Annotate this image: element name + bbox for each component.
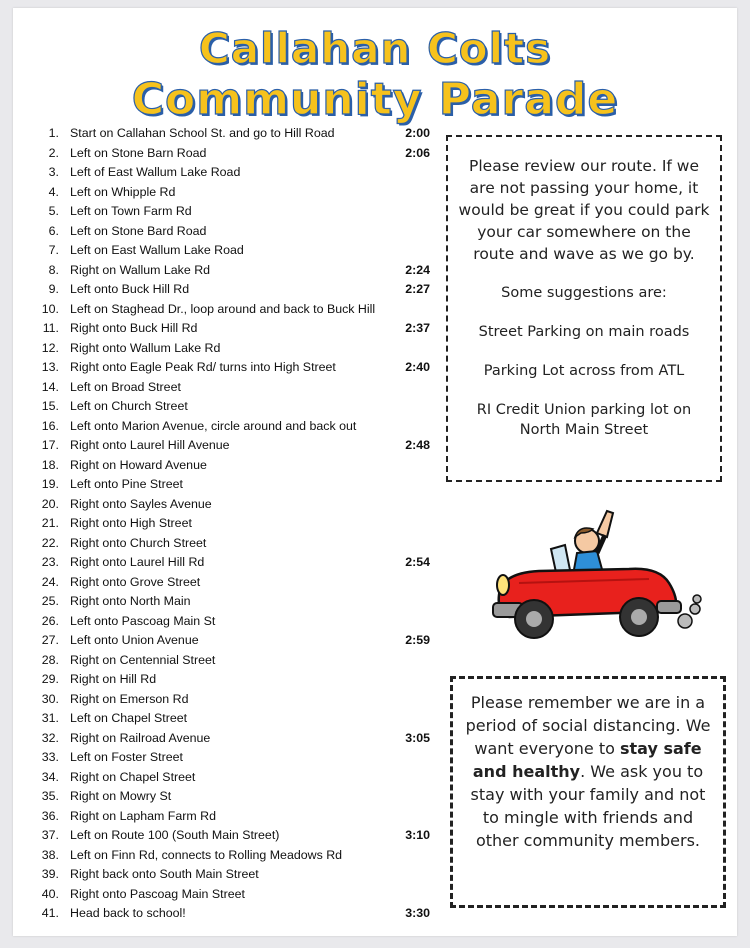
- step-number: 16.: [41, 418, 59, 433]
- route-step: [33, 124, 453, 144]
- route-step: [33, 456, 453, 476]
- step-number: 32.: [41, 730, 59, 745]
- step-text: Right on Chapel Street: [70, 769, 196, 784]
- route-step: [33, 280, 453, 300]
- step-text: Right on Wallum Lake Rd: [70, 262, 211, 277]
- route-step: [33, 475, 453, 495]
- review-intro: Please review our route. If we are not passing your home, it would be great if you could park your car somewhere on the route and wave as we go by.: [458, 157, 710, 263]
- step-number: 19.: [41, 477, 59, 491]
- step-number: 24.: [41, 574, 59, 589]
- step-text: Left on East Wallum Lake Road: [70, 243, 244, 257]
- suggestion-item: Parking Lot across from ATL: [483, 363, 685, 379]
- step-number: 14.: [41, 379, 59, 394]
- step-number: 27.: [41, 633, 59, 647]
- step-text: Start on Callahan School St. and go to Hill Road: [70, 126, 335, 140]
- step-text: Left on Stone Barn Road: [70, 145, 207, 160]
- review-route-box: [446, 135, 722, 482]
- step-number: 26.: [41, 613, 59, 628]
- route-step: [33, 729, 453, 749]
- distancing-emphasis: stay safe and healthy: [472, 739, 702, 781]
- step-number: 34.: [41, 769, 59, 784]
- step-text: Left on Church Street: [70, 399, 188, 413]
- step-number: 37.: [41, 828, 59, 842]
- step-number: 2.: [48, 145, 59, 160]
- step-text: Left onto Buck Hill Rd: [70, 282, 190, 296]
- step-text: Left onto Pascoag Main St: [70, 613, 216, 628]
- step-text: Left onto Marion Avenue, circle around and back out: [70, 418, 357, 433]
- step-time: 2:00: [405, 126, 430, 140]
- route-step: [33, 163, 453, 183]
- step-text: Left on Chapel Street: [70, 711, 188, 725]
- step-text: Left of East Wallum Lake Road: [70, 165, 241, 179]
- step-number: 23.: [41, 555, 59, 569]
- step-number: 5.: [48, 204, 59, 218]
- step-text: Left on Whipple Rd: [70, 184, 176, 199]
- route-step: [33, 748, 453, 768]
- step-number: 7.: [48, 243, 59, 257]
- route-step: [33, 261, 453, 281]
- route-step: [33, 417, 453, 437]
- step-number: 35.: [41, 789, 59, 803]
- route-step: [33, 378, 453, 398]
- route-step: [33, 222, 453, 242]
- distancing-text-2: . We ask you to stay with your family and not to mingle with friends and other community members.: [470, 762, 706, 850]
- step-number: 40.: [41, 886, 59, 901]
- step-text: Right on Emerson Rd: [70, 691, 189, 706]
- flyer-page: [13, 8, 737, 936]
- route-step: [33, 651, 453, 671]
- suggestion-item: RI Credit Union parking lot on North Main Street: [476, 402, 692, 438]
- route-step: [33, 358, 453, 378]
- route-step: [33, 690, 453, 710]
- step-time: 2:27: [405, 282, 430, 296]
- route-step: [33, 319, 453, 339]
- route-step: [33, 241, 453, 261]
- car-illustration: [479, 503, 709, 653]
- step-number: 3.: [48, 165, 59, 179]
- route-step: [33, 339, 453, 359]
- step-time: 3:05: [405, 730, 430, 745]
- route-step: [33, 436, 453, 456]
- step-text: Right onto Eagle Peak Rd/ turns into High Street: [70, 360, 336, 374]
- step-number: 15.: [41, 399, 59, 413]
- step-text: Left onto Pine Street: [70, 477, 183, 491]
- route-step: [33, 397, 453, 417]
- step-text: Left on Stone Bard Road: [70, 223, 207, 238]
- step-time: 2:48: [405, 438, 430, 452]
- step-time: 2:40: [405, 360, 430, 374]
- route-step: [33, 300, 453, 320]
- step-number: 20.: [41, 496, 59, 511]
- step-number: 4.: [48, 184, 59, 199]
- step-text: Left on Finn Rd, connects to Rolling Meadows Rd: [70, 847, 343, 862]
- step-time: 2:59: [405, 633, 430, 647]
- step-number: 6.: [48, 223, 59, 238]
- step-text: Right onto Grove Street: [70, 574, 201, 589]
- step-time: 2:54: [405, 555, 430, 569]
- step-text: Right onto Church Street: [70, 535, 207, 550]
- step-text: Right on Lapham Farm Rd: [70, 808, 217, 823]
- social-distancing-box: [450, 676, 726, 908]
- step-text: Right onto Laurel Hill Avenue: [70, 438, 230, 452]
- step-text: Head back to school!: [70, 906, 186, 920]
- step-number: 28.: [41, 652, 59, 667]
- step-number: 41.: [41, 906, 59, 920]
- step-number: 8.: [48, 262, 59, 277]
- route-step: [33, 144, 453, 164]
- route-step: [33, 787, 453, 807]
- step-number: 18.: [41, 457, 59, 472]
- step-text: Right onto Buck Hill Rd: [70, 321, 198, 335]
- route-step: [33, 495, 453, 515]
- step-number: 33.: [41, 750, 59, 764]
- route-step: [33, 670, 453, 690]
- route-step: [33, 807, 453, 827]
- step-number: 36.: [41, 808, 59, 823]
- step-number: 12.: [41, 340, 59, 355]
- step-number: 25.: [41, 594, 59, 608]
- step-time: 3:30: [405, 906, 430, 920]
- route-step: [33, 865, 453, 885]
- step-number: 17.: [41, 438, 59, 452]
- title-line-2: Community Parade: [131, 74, 619, 125]
- step-text: Right on Hill Rd: [70, 672, 157, 686]
- step-number: 30.: [41, 691, 59, 706]
- route-step: [33, 885, 453, 905]
- step-number: 13.: [41, 360, 59, 374]
- route-step: [33, 592, 453, 612]
- step-text: Right on Howard Avenue: [70, 457, 207, 472]
- step-number: 39.: [41, 867, 59, 881]
- route-step: [33, 183, 453, 203]
- step-number: 22.: [41, 535, 59, 550]
- route-step: [33, 709, 453, 729]
- step-number: 38.: [41, 847, 59, 862]
- step-text: Right onto North Main: [70, 594, 191, 608]
- step-number: 1.: [48, 126, 59, 140]
- step-number: 10.: [41, 301, 59, 316]
- step-text: Right onto High Street: [70, 516, 192, 530]
- route-step: [33, 768, 453, 788]
- step-text: Right on Mowry St: [70, 789, 172, 803]
- route-step: [33, 631, 453, 651]
- route-step: [33, 514, 453, 534]
- distancing-text-1: Please remember we are in a period of social distancing. We want everyone to: [465, 693, 711, 758]
- step-time: 2:24: [405, 262, 430, 277]
- step-text: Right onto Pascoag Main Street: [70, 886, 245, 901]
- step-text: Right onto Sayles Avenue: [70, 496, 212, 511]
- route-step: [33, 553, 453, 573]
- suggestions-heading: Some suggestions are:: [501, 285, 667, 301]
- step-text: Left onto Union Avenue: [70, 633, 199, 647]
- route-step: [33, 534, 453, 554]
- route-step: [33, 612, 453, 632]
- route-step: [33, 904, 453, 924]
- step-number: 21.: [41, 516, 59, 530]
- route-step: [33, 846, 453, 866]
- step-text: Left on Foster Street: [70, 750, 183, 764]
- step-text: Left on Town Farm Rd: [70, 204, 192, 218]
- route-step: [33, 573, 453, 593]
- route-step: [33, 826, 453, 846]
- suggestion-item: Street Parking on main roads: [478, 324, 690, 340]
- step-time: 3:10: [405, 828, 430, 842]
- step-text: Right onto Wallum Lake Rd: [70, 340, 221, 355]
- step-time: 2:06: [405, 145, 430, 160]
- step-text: Right on Centennial Street: [70, 652, 216, 667]
- step-number: 11.: [42, 321, 59, 335]
- step-text: Left on Staghead Dr., loop around and back to Buck Hill: [70, 301, 376, 316]
- step-text: Right back onto South Main Street: [70, 867, 259, 881]
- step-text: Left on Route 100 (South Main Street): [70, 828, 280, 842]
- route-step: [33, 202, 453, 222]
- step-text: Right on Railroad Avenue: [70, 730, 211, 745]
- step-number: 31.: [41, 711, 59, 725]
- route-list: [33, 124, 453, 924]
- step-time: 2:37: [405, 321, 430, 335]
- step-text: Right onto Laurel Hill Rd: [70, 555, 205, 569]
- step-number: 9.: [48, 282, 59, 296]
- step-number: 29.: [41, 672, 59, 686]
- step-text: Left on Broad Street: [70, 379, 181, 394]
- title-line-1: Callahan Colts: [198, 24, 552, 73]
